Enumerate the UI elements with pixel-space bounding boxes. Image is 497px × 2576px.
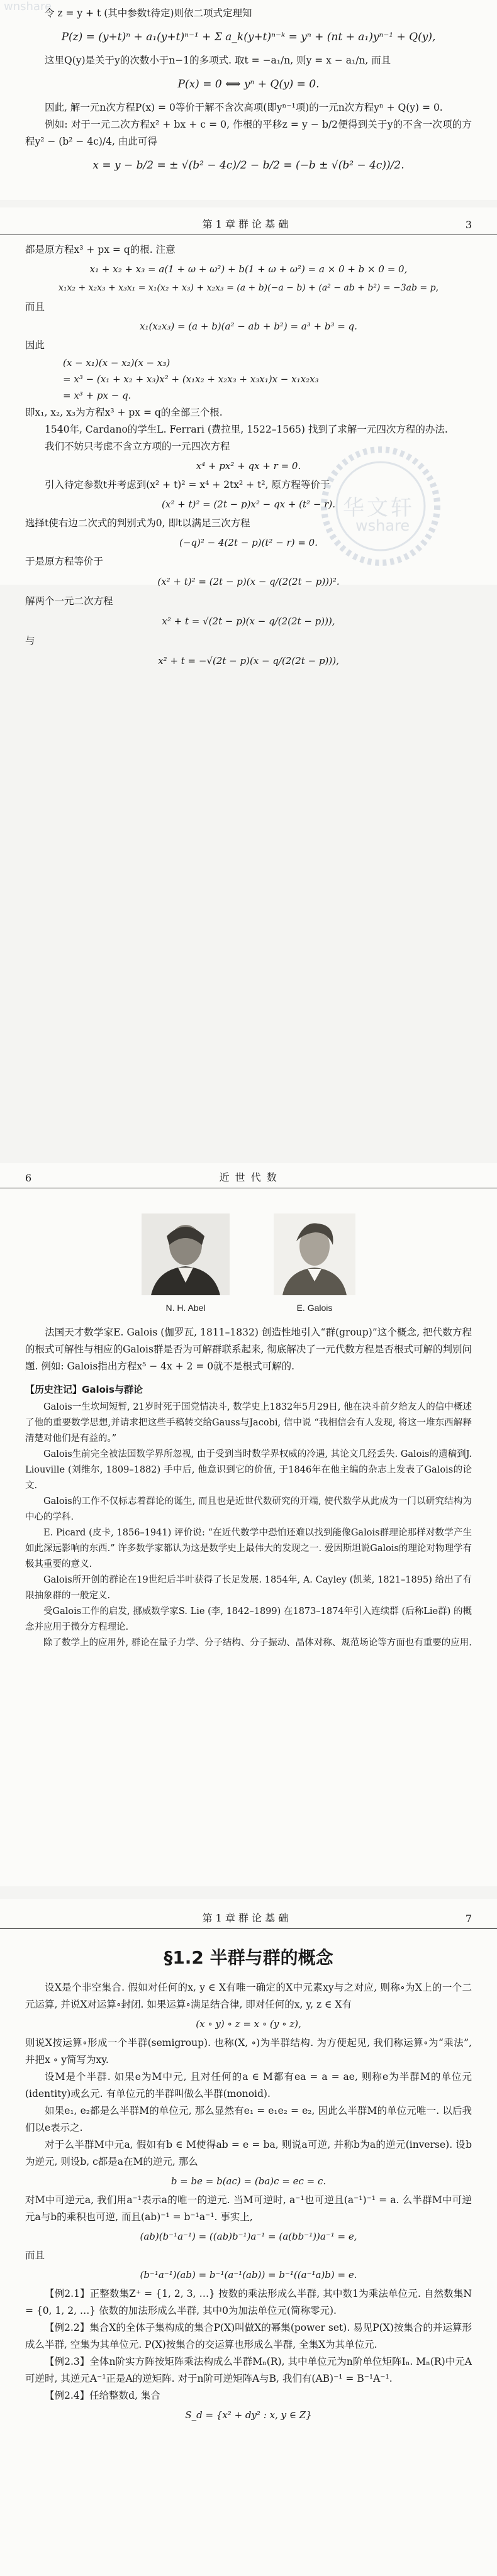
text-line: 我们不妨只考虑不含立方项的一元四次方程 [45, 441, 230, 452]
equation: (−q)² − 4(2t − p)(t² − r) = 0. [179, 537, 318, 548]
text-line: 1540年, Cardano的学生L. Ferrari (费拉里, 1522–1565) 找到了求解一元四次方程的办法. [45, 424, 448, 435]
paragraph: 对于么半群M中元a, 假如有b ∈ M使得ab = e = ba, 则说a可逆, 并称b为a的逆元(inverse). 设b为逆元, 则设b, c都是a在M的逆元, 那么 [25, 2139, 472, 2167]
equation: S_d = {x² + dy² : x, y ∈ Z} [185, 2409, 312, 2421]
equation: (b⁻¹a⁻¹)(ab) = b⁻¹(a⁻¹(ab)) = b⁻¹((a⁻¹a)b) = e. [140, 2269, 357, 2280]
page-7 [0, 1899, 497, 2576]
page-number: 7 [465, 1913, 472, 1925]
equation: P(z) = (y+t)ⁿ + a₁(y+t)ⁿ⁻¹ + Σ a_k(y+t)ⁿ⁻ᵏ = yⁿ + (nt + a₁)yⁿ⁻¹ + Q(y), [61, 31, 436, 43]
history-paragraph: 受Galois工作的启发, 挪威数学家S. Lie (李, 1842–1899) 在1873–1874年引入连续群 (后称Lie群) 的概念并应用于微分方程理论. [25, 1606, 472, 1632]
text-line: 而且 [25, 301, 45, 312]
text-line: 引入待定参数t并考虑到(x² + t)² = x⁴ + 2tx² + t², 原方程等价于 [45, 479, 330, 490]
example-paragraph: 【例2.3】全体n阶实方阵按矩阵乘法构成么半群Mₙ(R), 其中单位元为n阶单位矩阵Iₙ. Mₙ(R)中元A可逆时, 其逆元A⁻¹正是A的逆矩阵. 对于n阶可逆矩阵A与B, 我们有(AB)⁻¹ = B⁻¹A⁻¹. [25, 2356, 472, 2384]
history-paragraph: Galois所开创的群论在19世纪后半叶获得了长足发展. 1854年, A. Cayley (凯莱, 1821–1895) 给出了有限抽象群的一般定义. [25, 1575, 472, 1601]
paragraph: 对M中可逆元a, 我们用a⁻¹表示a的唯一的逆元. 当M可逆时, a⁻¹也可逆且(a⁻¹)⁻¹ = a. 么半群M中可逆元a与b的乘积也可逆, 而且(ab)⁻¹ = b⁻¹a⁻¹. 事实上, [25, 2194, 472, 2223]
portrait-abel [142, 1213, 230, 1313]
portrait-galois [274, 1213, 355, 1313]
equation: x² + t = −√(2t − p)(x − q/(2(2t − p))), [158, 655, 339, 666]
text-line: 而且 [25, 2250, 45, 2261]
portrait-caption: N. H. Abel [165, 1303, 206, 1313]
equation: = x³ + px − q. [63, 390, 131, 401]
equation: x₁ + x₂ + x₃ = a(1 + ω + ω²) + b(1 + ω + ω²) = a × 0 + b × 0 = 0, [89, 263, 408, 275]
chapter-title: 第 1 章 群 论 基 础 [202, 1912, 289, 1924]
page-number: 3 [465, 219, 472, 231]
history-paragraph: Galois的工作不仅标志着群论的诞生, 而且也是近世代数研究的开端, 使代数学从此成为一门以研究结构为中心的学科. [25, 1496, 472, 1522]
equation: x₁(x₂x₃) = (a + b)(a² − ab + b²) = a³ + b³ = q. [140, 321, 357, 332]
equation: (ab)(b⁻¹a⁻¹) = ((ab)b⁻¹)a⁻¹ = (a(bb⁻¹))a⁻¹ = e, [140, 2231, 357, 2242]
page-header [0, 1163, 497, 1188]
portrait-caption: E. Galois [296, 1303, 333, 1313]
watermark-top: wnshare [4, 0, 52, 13]
history-title: Galois与群论 [82, 1384, 143, 1395]
history-paragraph: Galois一生坎坷短暂, 21岁时死于国党情决斗, 数学史上1832年5月29日, 他在决斗前夕给友人的信中概述了他的重要数学思想,并请求把这些手稿转交给Gauss与Jacobi, 信中说 “我相信会有人发现, 将这一堆东西解释清楚对他们是有益的。” [25, 1402, 472, 1444]
history-paragraph: E. Picard (皮卡, 1856–1941) 评价说: “在近代数学中恐怕还难以找到能像Galois群理论那样对数学产生如此深远影响的东西.” 许多数学家都认为这是数学史上最伟大的发现之一. 爱因斯坦说Galois的理论对物理学有极其重要的意义. [25, 1528, 472, 1569]
text-line: 于是原方程等价于 [25, 556, 104, 567]
page-2-fragment [0, 0, 497, 200]
history-paragraph: 除了数学上的应用外, 群论在量子力学、分子结构、分子振动、晶体对称、规范场论等方面也有重要的应用. [43, 1638, 472, 1648]
text-line: 与 [25, 635, 35, 646]
portrait-galois-image-icon [274, 1213, 355, 1295]
text-line: 例如: 对于一元二次方程x² + bx + c = 0, 作根的平移z = y − b/2便得到关于y的不含一次项的方程y² − (b² − 4c)/4, 由此可得 [25, 119, 472, 147]
equation: (x² + t)² = (2t − p)x² − qx + (t² − r). [162, 499, 335, 510]
paragraph: 设X是个非空集合. 假如对任何的x, y ∈ X有唯一确定的X中元素xy与之对应, 则称∘为X上的一个二元运算, 并说X对运算∘封闭. 如果运算∘满足结合律, 即对任何的x, y, z ∈ X有 [25, 1982, 472, 2010]
text-line: 解两个一元二次方程 [25, 595, 113, 607]
equation: x = y − b/2 = ± √(b² − 4c)/2 − b/2 = (−b ± √(b² − 4c))/2. [92, 159, 405, 172]
portraits [0, 1213, 497, 1313]
equation: = x³ − (x₁ + x₂ + x₃)x² + (x₁x₂ + x₂x₃ + x₃x₁)x − x₁x₂x₃ [63, 373, 319, 385]
watermark-sub: wshare [355, 517, 410, 534]
text-line: 因此, 解一元n次方程P(x) = 0等价于解不含次高项(即yⁿ⁻¹项)的一元n次方程yⁿ + Q(y) = 0. [45, 102, 443, 113]
text-line: 即x₁, x₂, x₃为方程x³ + px = q的全部三个根. [25, 407, 223, 418]
section-title: §1.2 半群与群的概念 [164, 1947, 333, 1968]
text-line: 选择t使右边二次式的判别式为0, 即t以满足三次方程 [25, 517, 250, 529]
example-paragraph: 【例2.2】集合X的全体子集构成的集合P(X)叫做X的幂集(power set). 易见P(X)按集合的并运算形成么半群, 空集为其单位元. P(X)按集合的交运算也形成么半群, 全集X为其单位元. [25, 2322, 472, 2350]
example-paragraph: 【例2.4】任给整数d, 集合 [45, 2390, 160, 2401]
equation: b = be = b(ac) = (ba)c = ec = c. [170, 2175, 327, 2187]
page-number: 6 [25, 1172, 32, 1184]
paragraph: 法国天才数学家E. Galois (伽罗瓦, 1811–1832) 创造性地引入“群(group)”这个概念, 把代数方程的根式可解性与相应的Galois群是否为可解群联系起来, 彻底解决了一元代数方程是否根式可解的判别问题. 例如: Galois指出方程x⁵ − 4x + 2 = 0就不是根式可解的. [25, 1327, 472, 1372]
page-3 [0, 207, 497, 666]
page-header [0, 207, 497, 235]
equation: (x ∘ y) ∘ z = x ∘ (y ∘ z), [196, 2018, 301, 2030]
text-line: 令 z = y + t (其中参数t待定)则依二项式定理知 [45, 8, 252, 19]
text-line: 因此 [25, 340, 45, 351]
equation: x² + t = √(2t − p)(x − q/(2(2t − p))), [162, 616, 335, 627]
page-6 [0, 1163, 497, 1886]
chapter-title: 第 1 章 群 论 基 础 [202, 218, 289, 230]
watermark-title: 华文轩 [343, 495, 415, 521]
equation: (x² + t)² = (2t − p)(x − q/(2(2t − p)))². [157, 576, 340, 587]
page-header [0, 1899, 497, 1929]
history-note-heading [25, 1383, 472, 1396]
equation: x₁x₂ + x₂x₃ + x₃x₁ = x₁(x₂ + x₃) + x₂x₃ = (a + b)(−a − b) + (a² − ab + b²) = −3ab = p, [58, 283, 439, 293]
book-title: 近 世 代 数 [219, 1171, 278, 1183]
equation: P(x) = 0 ⟺ yⁿ + Q(y) = 0. [177, 78, 320, 91]
history-tag: 【历史注记】 [25, 1384, 82, 1395]
history-paragraph: Galois生前完全被法国数学界所忽视, 由于受到当时数学界权威的冷遇, 其论文几经丢失. Galois的遗稿到J. Liouville (刘维尔, 1809–1882) 手中后, 他意识到它的价值, 于1846年在他主编的杂志上发表了Galois的论文. [25, 1449, 472, 1491]
portrait-abel-image-icon [142, 1213, 230, 1295]
text-line: 这里Q(y)是关于y的次数小于n−1的多项式. 取t = −a₁/n, 则y = x − a₁/n, 而且 [45, 55, 391, 66]
text-line: 都是原方程x³ + px = q的根. 注意 [25, 244, 176, 255]
example-paragraph: 【例2.1】正整数集Z⁺ = {1, 2, 3, …} 按数的乘法形成么半群, 其中数1为乘法单位元. 自然数集N = {0, 1, 2, …} 依数的加法形成么半群, 其中0为加法单位元(简称零元). [25, 2288, 472, 2316]
equation: x⁴ + px² + qx + r = 0. [196, 460, 301, 472]
paragraph: 如果e₁, e₂都是么半群M的单位元, 那么显然有e₁ = e₁e₂ = e₂, 因此么半群M的单位元唯一. 以后我们以e表示之. [25, 2105, 472, 2133]
paragraph: 设M是个半群. 如果e为M中元, 且对任何的a ∈ M都有ea = a = ae, 则称e为半群M的单位元(identity)或幺元. 有单位元的半群叫做么半群(monoid). [25, 2071, 472, 2099]
paragraph: 则说X按运算∘形成一个半群(semigroup). 也称(X, ∘)为半群结构. 为方便起见, 我们称运算∘为“乘法”, 并把x ∘ y简写为xy. [25, 2037, 472, 2065]
equation: (x − x₁)(x − x₂)(x − x₃) [63, 357, 170, 368]
